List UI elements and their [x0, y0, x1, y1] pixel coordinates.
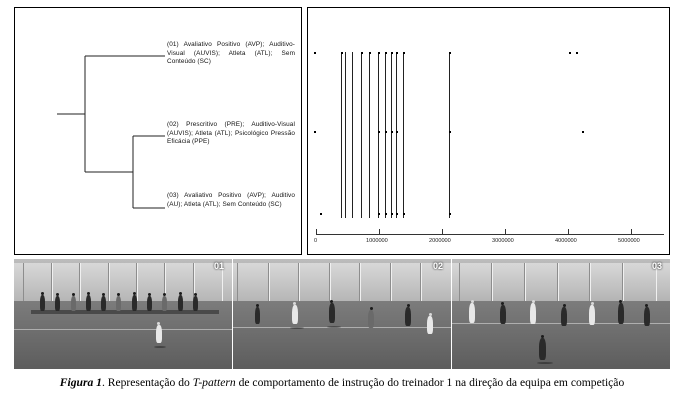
match-photo-strip	[14, 259, 670, 369]
x-tick-label-2: 2000000	[429, 238, 451, 244]
event-marker	[378, 213, 380, 215]
stand-wall	[452, 263, 670, 300]
connector-line	[352, 52, 353, 218]
person	[162, 296, 167, 311]
person	[55, 296, 60, 311]
frame-divider	[451, 259, 452, 369]
t-pattern-event-1-label: (01) Avaliativo Positivo (AVP); Auditivo-Visual (AUVIS); Atleta (ATL); Sem Conteúdo (SC)	[167, 41, 295, 66]
event-marker	[449, 52, 451, 54]
event-marker	[320, 213, 322, 215]
x-tick-label-4: 4000000	[555, 238, 577, 244]
event-marker	[449, 131, 451, 133]
player	[292, 305, 298, 324]
caption-text-part2: de comportamento de instrução do treinador 1 na direção da equipa em competição	[235, 376, 625, 389]
pitch-line	[233, 327, 451, 328]
event-marker	[391, 52, 393, 54]
figure-panels	[14, 7, 670, 257]
frame-label-01: 01	[213, 261, 224, 271]
frame-divider	[232, 259, 233, 369]
person	[40, 295, 45, 311]
connector-line	[369, 52, 370, 218]
event-marker	[314, 52, 316, 54]
connector-line	[361, 52, 362, 218]
event-marker	[396, 213, 398, 215]
x-axis-line	[316, 234, 664, 235]
player	[589, 305, 595, 325]
connector-line	[391, 52, 392, 218]
person	[71, 296, 76, 311]
x-axis-tick-4	[568, 229, 569, 235]
t-pattern-event-2-label: (02) Prescritivo (PRE); Auditivo-Visual (AUVIS); Atleta (ATL); Psicológico Pressão Eficácia (PPE)	[167, 121, 295, 146]
pitch-line	[14, 329, 232, 330]
event-marker	[391, 131, 393, 133]
dendrogram-panel	[14, 7, 302, 255]
x-axis-tick-5	[631, 229, 632, 235]
x-axis-tick-1	[379, 229, 380, 235]
x-tick-label-5: 5000000	[618, 238, 640, 244]
x-axis-tick-0	[316, 229, 317, 235]
photo-frame-2	[233, 259, 451, 369]
event-marker	[341, 52, 343, 54]
frame-label-03: 03	[651, 261, 662, 271]
connector-line	[403, 52, 404, 218]
event-marker	[369, 52, 371, 54]
event-marker	[396, 52, 398, 54]
event-marker	[576, 52, 578, 54]
connector-line	[341, 52, 342, 218]
figure-caption	[8, 375, 676, 391]
event-marker	[385, 131, 387, 133]
photo-frame-1	[14, 259, 232, 369]
occurrence-chart	[308, 8, 669, 254]
person	[86, 295, 91, 311]
person	[101, 296, 106, 311]
connector-line	[396, 52, 397, 218]
event-marker	[314, 131, 316, 133]
connector-line	[378, 52, 379, 218]
t-pattern-event-3-label: (03) Avaliativo Positivo (AVP); Auditivo (AU); Atleta (ATL); Sem Conteúdo (SC)	[167, 192, 295, 208]
player	[405, 307, 411, 326]
coach-standing	[156, 325, 162, 343]
goalkeeper	[539, 338, 546, 360]
substitutes-bench	[31, 310, 218, 314]
event-marker	[385, 213, 387, 215]
player	[644, 307, 650, 326]
caption-term-italic: T-pattern	[192, 376, 236, 389]
player	[618, 303, 624, 324]
player	[530, 303, 536, 324]
event-marker	[391, 213, 393, 215]
caption-text-part1: . Representação do	[101, 376, 193, 389]
player	[255, 307, 260, 324]
figure-number: Figura 1	[59, 376, 102, 389]
event-marker	[403, 213, 405, 215]
x-tick-label-3: 3000000	[492, 238, 514, 244]
person	[178, 295, 183, 311]
player	[469, 303, 475, 323]
player	[561, 307, 567, 326]
connector-line	[385, 52, 386, 218]
event-marker	[385, 52, 387, 54]
shadow	[154, 346, 166, 348]
x-tick-label-0: 0	[314, 238, 318, 244]
event-marker	[378, 52, 380, 54]
event-marker	[403, 52, 405, 54]
person	[193, 296, 198, 311]
frame-label-02: 02	[432, 261, 443, 271]
event-marker	[569, 52, 571, 54]
person	[116, 296, 121, 311]
connector-line	[449, 52, 450, 218]
x-axis-tick-3	[505, 229, 506, 235]
photo-frame-3	[452, 259, 670, 369]
connector-line	[345, 52, 346, 218]
event-marker	[582, 131, 584, 133]
pitch-surface	[233, 301, 451, 369]
x-axis-tick-2	[442, 229, 443, 235]
event-marker	[396, 131, 398, 133]
occurrence-chart-panel	[307, 7, 670, 255]
player	[427, 316, 433, 334]
event-marker	[449, 213, 451, 215]
player	[500, 305, 506, 324]
x-tick-label-1: 1000000	[366, 238, 388, 244]
player	[329, 303, 335, 323]
person	[132, 295, 137, 311]
stand-wall	[233, 263, 451, 303]
stand-wall	[14, 263, 232, 303]
event-marker	[361, 52, 363, 54]
person	[147, 296, 152, 311]
event-marker	[378, 131, 380, 133]
player	[368, 310, 374, 328]
